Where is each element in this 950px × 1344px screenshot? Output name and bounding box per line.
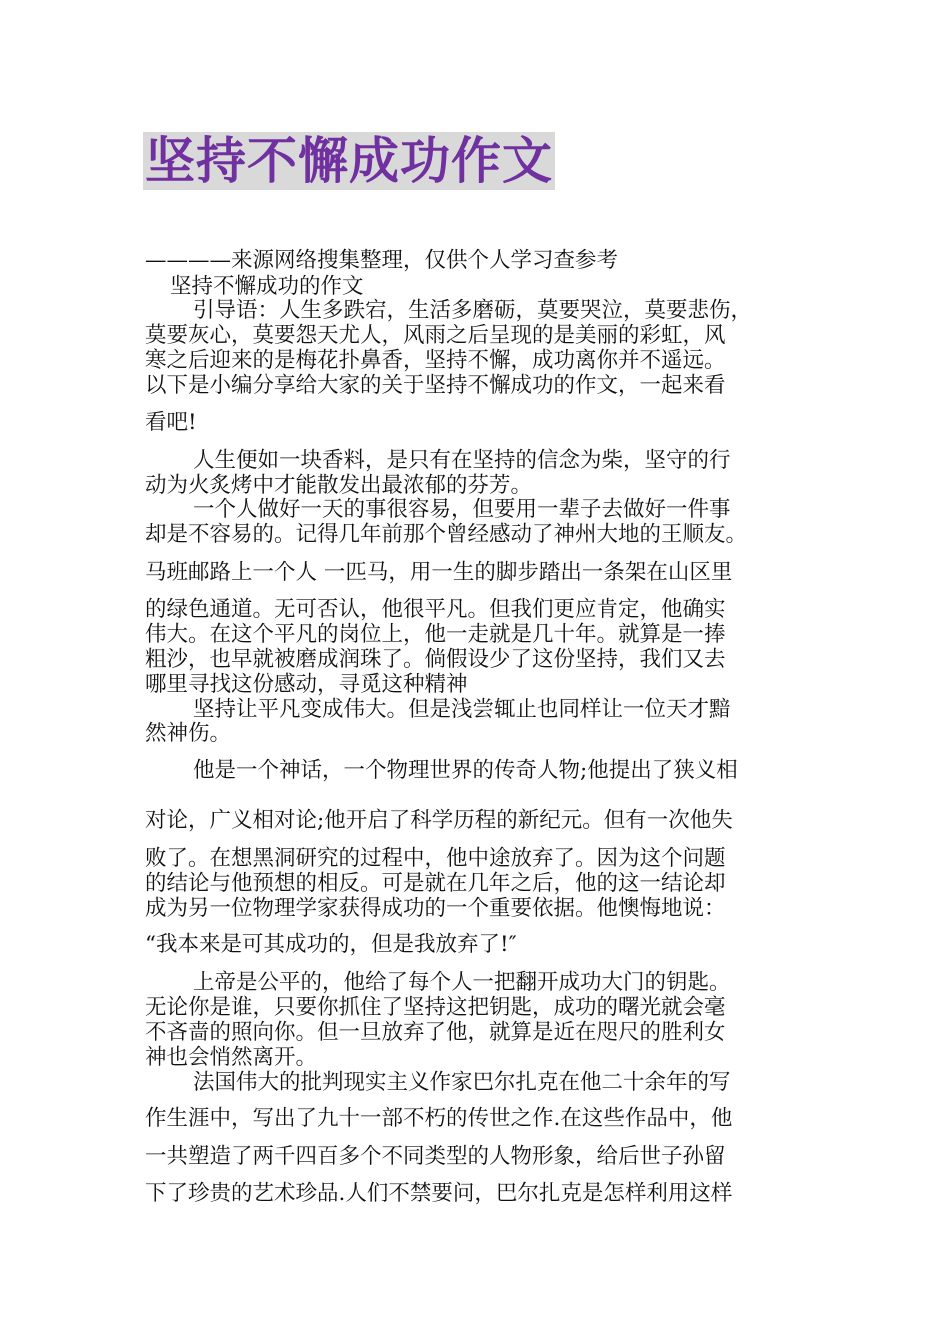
paragraph-line: 却是不容易的。记得几年前那个曾经感动了神州大地的王顺友。 bbox=[145, 522, 748, 547]
paragraph-line: 人生便如一块香料，是只有在坚持的信念为柴，坚守的行 bbox=[193, 448, 731, 473]
paragraph-line: 的绿色通道。无可否认，他很平凡。但我们更应肯定，他确实 bbox=[145, 597, 726, 622]
paragraph-line: 上帝是公平的，他给了每个人一把翻开成功大门的钥匙。 bbox=[193, 970, 731, 995]
source-note: ————来源网络搜集整理，仅供个人学习查参考 bbox=[145, 248, 619, 273]
paragraph-line: 无论你是谁，只要你抓住了坚持这把钥匙，成功的曙光就会毫 bbox=[145, 995, 726, 1020]
paragraph-line: 以下是小编分享给大家的关于坚持不懈成功的作文，一起来看 bbox=[145, 373, 726, 398]
paragraph-line: 一个人做好一天的事很容易，但要用一辈子去做好一件事 bbox=[193, 497, 731, 522]
paragraph-line: 法国伟大的批判现实主义作家巴尔扎克在他二十余年的写 bbox=[193, 1070, 731, 1095]
paragraph-line: 引导语：人生多跌宕，生活多磨砺，莫要哭泣，莫要悲伤， bbox=[193, 298, 753, 323]
paragraph-line: 对论，广义相对论;他开启了科学历程的新纪元。但有一次他失 bbox=[145, 808, 733, 833]
paragraph-line: 的结论与他预想的相反。可是就在几年之后，他的这一结论却 bbox=[145, 871, 726, 896]
document-title: 坚持不懈成功作文 bbox=[145, 132, 553, 190]
paragraph-line: 作生涯中，写出了九十一部不朽的传世之作.在这些作品中，他 bbox=[145, 1106, 733, 1131]
paragraph-line: 粗沙，也早就被磨成润珠了。倘假设少了这份坚持，我们又去 bbox=[145, 647, 726, 672]
paragraph-line: 一共塑造了两千四百多个不同类型的人物形象，给后世子孙留 bbox=[145, 1144, 726, 1169]
paragraph-line: 看吧! bbox=[145, 410, 197, 435]
paragraph-line: 哪里寻找这份感动，寻觅这种精神 bbox=[145, 672, 468, 697]
paragraph-line: 坚持让平凡变成伟大。但是浅尝辄止也同样让一位天才黯 bbox=[193, 697, 731, 722]
paragraph-line: 莫要灰心，莫要怨天尤人，风雨之后呈现的是美丽的彩虹，风 bbox=[145, 323, 726, 348]
paragraph-line: 然神伤。 bbox=[145, 721, 232, 746]
paragraph-line: 寒之后迎来的是梅花扑鼻香，坚持不懈，成功离你并不遥远。 bbox=[145, 348, 726, 373]
paragraph-line: 成为另一位物理学家获得成功的一个重要依据。他懊悔地说： bbox=[145, 896, 726, 921]
paragraph-line: 神也会悄然离开。 bbox=[145, 1045, 318, 1070]
paragraph-line: 不吝啬的照向你。但一旦放弃了他，就算是近在咫尺的胜利女 bbox=[145, 1020, 726, 1045]
paragraph-line: 败了。在想黑洞研究的过程中，他中途放弃了。因为这个问题 bbox=[145, 846, 726, 871]
essay-subtitle: 坚持不懈成功的作文 bbox=[170, 274, 364, 299]
paragraph-line: 动为火炙烤中才能散发出最浓郁的芬芳。 bbox=[145, 473, 533, 498]
paragraph-line: 伟大。在这个平凡的岗位上，他一走就是几十年。就算是一捧 bbox=[145, 622, 726, 647]
paragraph-line: 下了珍贵的艺术珍品.人们不禁要问，巴尔扎克是怎样利用这样 bbox=[145, 1181, 733, 1206]
paragraph-line: 马班邮路上一个人 一匹马，用一生的脚步踏出一条架在山区里 bbox=[145, 560, 733, 585]
quote-line: “我本来是可其成功的，但是我放弃了!″ bbox=[145, 932, 517, 957]
paragraph-line: 他是一个神话，一个物理世界的传奇人物;他提出了狭义相 bbox=[193, 758, 738, 783]
